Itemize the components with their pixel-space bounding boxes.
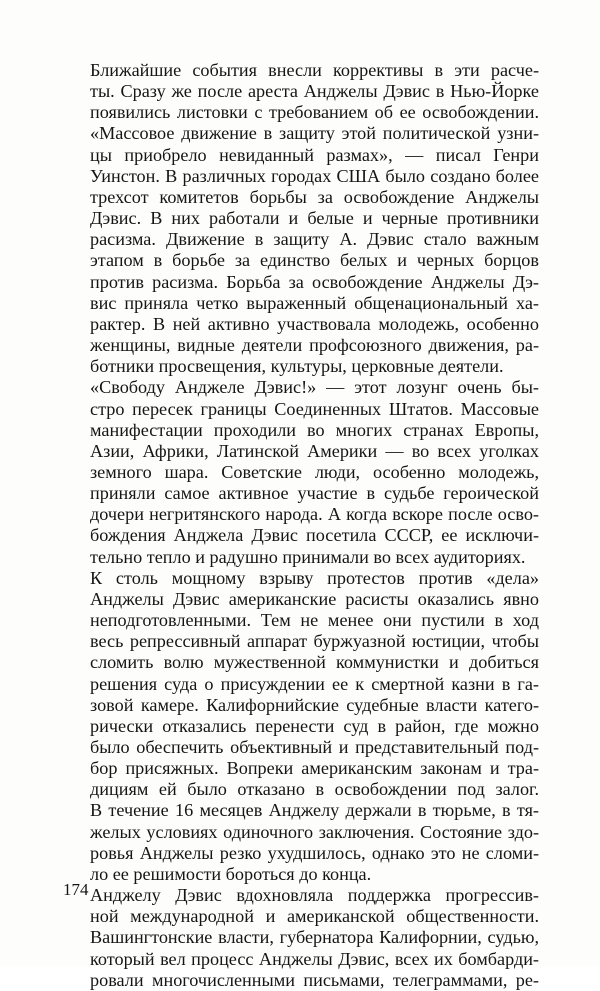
text-line: тельно тепло и радушно принимали во всех аудиториях. [90,546,526,567]
paragraph-4 [63,885,539,991]
text-line: Дэвис. В них работали и белые и черные противники [90,208,539,229]
paragraph-1 [63,60,539,377]
text-line: расизма. Движение в защиту А. Дэвис стало важным [90,229,539,250]
text-line: рически отказались перенести суд в район, где можно [90,715,539,736]
text-line: ной международной и американской общественности. [90,906,539,927]
text-line: Анджелы Дэвис американские расисты оказались явно [90,588,539,609]
text-line: весь репрессивный аппарат буржуазной юстиции, чтобы [90,631,539,652]
body-text [63,60,539,991]
text-line: Ближайшие события внесли коррективы в эти расче- [90,60,539,80]
page-number: 174 [63,880,89,899]
text-line: вис приняла четко выраженный общенациональный ха- [90,292,539,313]
paragraph-2 [63,377,539,567]
text-line: сломить волю мужественной коммунистки и добиться [90,652,539,673]
text-line: Уинстон. В различных городах США было создано более [90,165,539,186]
text-line: «Массовое движение в защиту этой политической узни- [90,123,539,144]
text-line: земного шара. Советские люди, особенно молодежь, [90,461,539,482]
text-line: В течение 16 месяцев Анджелу держали в тюрьме, в тя- [90,800,539,821]
text-line: было обеспечить объективный и представительный под- [90,737,539,757]
text-line: ботники просвещения, культуры, церковные деятели. [90,356,504,377]
text-line: цы приобрело невиданный размах», — писал Генри [90,144,539,165]
text-line: Вашингтонские власти, губернатора Калифорнии, судью, [90,927,539,948]
text-line: который вел процесс Анджелы Дэвис, всех их бомбарди- [90,948,539,969]
text-line: ло ее решимости бороться до конца. [90,863,372,884]
text-line: Анджелу Дэвис вдохновляла поддержка прогрессив- [90,885,539,906]
text-line: К столь мощному взрыву протестов против «дела» [90,567,539,588]
text-line: ровали многочисленными письмами, телеграммами, ре- [90,969,539,990]
text-line: желых условиях одиночного заключения. Состояние здо- [90,821,539,842]
text-line: этапом в борьбе за единство белых и черных борцов [90,250,539,271]
text-line: трехсот комитетов борьбы за освобождение Анджелы [90,186,539,207]
text-line: ровья Анджелы резко ухудшилось, однако это не сломи- [90,842,539,863]
text-line: дочери негритянского народа. А когда вскоре после осво- [90,504,539,525]
text-line: женщины, видные деятели профсоюзного движения, ра- [90,335,539,356]
text-line: бождения Анджела Дэвис посетила СССР, ее исключи- [90,525,539,546]
text-line: против расизма. Борьба за освобождение Анджелы Дэ- [90,271,539,292]
text-line: дициям ей было отказано в освобождении под залог. [90,779,539,800]
text-line: зовой камере. Калифорнийские судебные власти катего- [90,694,539,715]
text-line: «Свободу Анджеле Дэвис!» — этот лозунг очень бы- [90,377,539,398]
text-line: рактер. В ней активно участвовала молодежь, особенно [90,313,539,334]
text-line: бор присяжных. Вопреки американским законам и тра- [90,758,539,779]
text-line: манифестации проходили во многих странах Европы, [90,419,539,440]
text-line: приняли самое активное участие в судьбе героической [90,483,539,504]
text-line: стро пересек границы Соединенных Штатов. Массовые [90,398,539,419]
text-line: решения суда о присуждении ее к смертной казни в га- [90,673,539,694]
text-line: неподготовленными. Тем не менее они пустили в ход [90,610,539,631]
text-line: появились листовки с требованием об ее освобождении. [90,102,539,123]
text-line: Азии, Африки, Латинской Америки — во всех уголках [90,440,539,461]
text-line: ты. Сразу же после ареста Анджелы Дэвис в Нью-Йорке [90,81,539,102]
paragraph-3 [63,568,539,885]
